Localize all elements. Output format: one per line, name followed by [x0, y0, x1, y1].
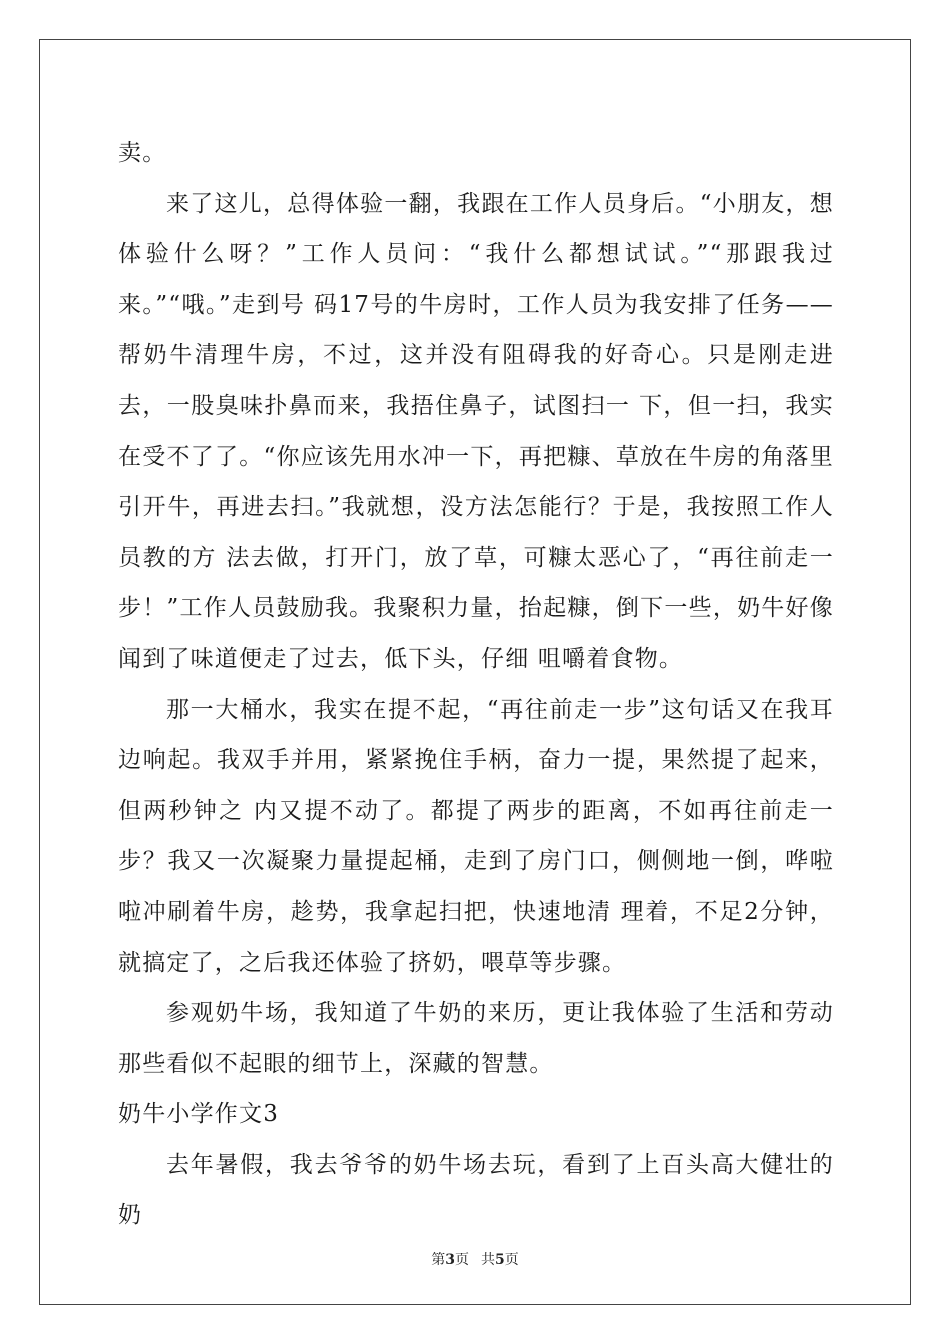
footer-page-suffix: 页	[455, 1252, 469, 1268]
paragraph-bucket: 那一大桶水，我实在提不起，“再往前走一步”这句话又在我耳边响起。我双手并用，紧紧挽住手柄，奋力一提，果然提了起来，但两秒钟之 内又提不动了。都提了两步的距离，不如再往前走一步？我又一次凝聚力量提起桶，走到了房门口，侧侧地一倒，哗啦啦冲刷着牛房，趁势，我拿起扫把，快速地清 理着，不足2分钟，就搞定了，之后我还体验了挤奶，喂草等步骤。	[118, 696, 834, 976]
footer-prefix: 第	[431, 1252, 446, 1268]
paragraph-reflection: 参观奶牛场，我知道了牛奶的来历，更让我体验了生活和劳动那些看似不起眼的细节上，深藏的智慧。	[118, 1000, 834, 1077]
paragraph-next-essay: 去年暑假，我去爷爷的奶牛场去玩，看到了上百头高大健壮的奶	[118, 1151, 834, 1229]
footer-total-pages: 5	[495, 1252, 505, 1268]
document-body	[118, 128, 834, 1241]
paragraph-cleaning-stable: 来了这儿，总得体验一翻，我跟在工作人员身后。“小朋友，想体验什么呀？”工作人员问：“我什么都想试试。”“那跟我过来。”“哦。”走到号 码17号的牛房时，工作人员为我安排了任务——帮奶牛清理牛房，不过，这并没有阻碍我的好奇心。只是刚走进去，一股臭味扑鼻而来，我捂住鼻子，试图扫一 下，但一扫，我实在受不了了。“你应该先用水冲一下，再把糠、草放在牛房的角落里引开牛，再进去扫。”我就想，没方法怎能行？于是，我按照工作人员教的方 法去做，打开门，放了草，可糠太恶心了，“再往前走一步！”工作人员鼓励我。我聚积力量，抬起糠，倒下一些，奶牛好像闻到了味道便走了过去，低下头，仔细 咀嚼着食物。	[118, 190, 834, 672]
footer-total-suffix: 页	[504, 1252, 519, 1268]
paragraph-continuation: 卖。	[118, 140, 167, 166]
page-footer	[0, 1249, 950, 1269]
essay-heading: 奶牛小学作文3	[118, 1101, 280, 1128]
footer-current-page: 3	[445, 1252, 455, 1268]
footer-total-prefix: 共	[481, 1252, 495, 1268]
